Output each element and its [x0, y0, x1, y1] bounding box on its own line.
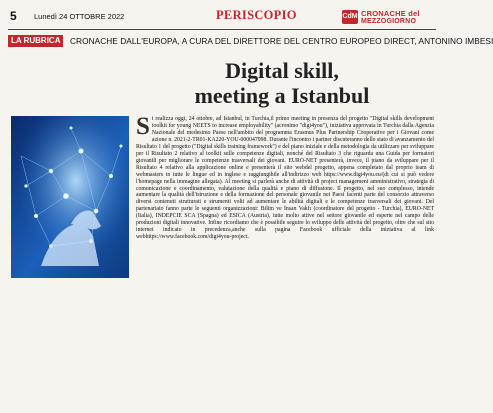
logo-line2: MEZZOGIORNO [361, 18, 417, 25]
headline-line1: Digital skill, [225, 58, 339, 83]
article-text: i realizza oggi, 24 ottobre, ad Istanbul, in Turchia,il primo meeting in presenza del progetto "Digital skills development toolkit for young NEETS to increase employability" (acronimo "digi4you"), iniziativa approvata in Turchia dalla Agenzia Nazionale del medesimo Paese nell'ambito del programma Erasmus Plus Partnership Cooperative per i Giovani come azione n. 2021-2-TR01-KA220-YOU-000047998. Durante l'incontro i partner discuteranno dello stato di avanzamento del Risultato 1 del progetto ("Digital skills training framework") e del piano iniziale e della metodologia da utilizzare per sviluppare per il Risultato 2 relativo al toolkit sulle competenze digitali, nonché del Risultato 3 che riguarda una Guida per formatori giovanili per migliorare le competenze trasversali dei giovani. EURO-NET presenterà, invece, il piano da sviluppare per il Risultato 4 relativo alla applicazione online e presenterà il sito webdel progetto, appena completato dal proprio team di webmasters in tutte le lingue ed in inglese e raggiungibile all'indirizzo web https://www.digi4you.eu/(di cui si può vedere l'homepage nella immagine allegata). Al meeting si parlerà anche di attività di project management amministrativo, strategia di comunicazione e coordinamento, valutazione della qualità e piano di diffusione. Il progetto, nel suo complesso, intende aumentare la qualità dell'istruzione e della formazione del personale giovanile nei Paesi facenti parte del consorzio attraverso diversi contenuti strutturati e strumenti volti ad aumentare le abilità digitali e le competenze trasversali dei giovani. Del partenariato fanno parte le seguenti organizzazioni: Bilim ve İnsan Vakfı (coordinatore del progetto - Turchia), EURO-NET (Italia), INDEPCIE SCA (Spagna) ed ESICA (Austria), tutte molto attive nel settore giovanile ed esperte nel campo delle produzioni digitali innovative. Infine ricordiamo che è possibile seguire lo sviluppo delle attività del progetto, oltre che sul sito internet indicato in precedenza,anche sulla pagina Facebook ufficiale della iniziativa al link webhttps://www.facebook.com/digi4you-project. [136, 116, 434, 241]
article-body [136, 113, 434, 241]
headline-line2: meeting a Istanbul [194, 83, 370, 108]
newspaper-logo [342, 7, 434, 27]
section-title: PERISCOPIO [216, 8, 297, 22]
page-header [8, 7, 436, 29]
digital-network-photo [11, 116, 129, 278]
article-headline [120, 58, 444, 108]
rubric-bar [8, 33, 493, 49]
rubric-text: CRONACHE DALL'EUROPA, A CURA DEL DIRETTORE DEL CENTRO EUROPEO DIRECT, ANTONINO IMBESI [70, 36, 493, 46]
rubric-tag: LA RUBRICA [8, 35, 63, 47]
logo-badge: CdM [342, 10, 358, 24]
logo-line1: CRONACHE del [361, 9, 420, 18]
header-rule [8, 29, 436, 30]
page-number: 5 [10, 9, 17, 23]
issue-date: Lunedì 24 OTTOBRE 2022 [34, 12, 125, 21]
drop-cap: S [136, 113, 150, 140]
